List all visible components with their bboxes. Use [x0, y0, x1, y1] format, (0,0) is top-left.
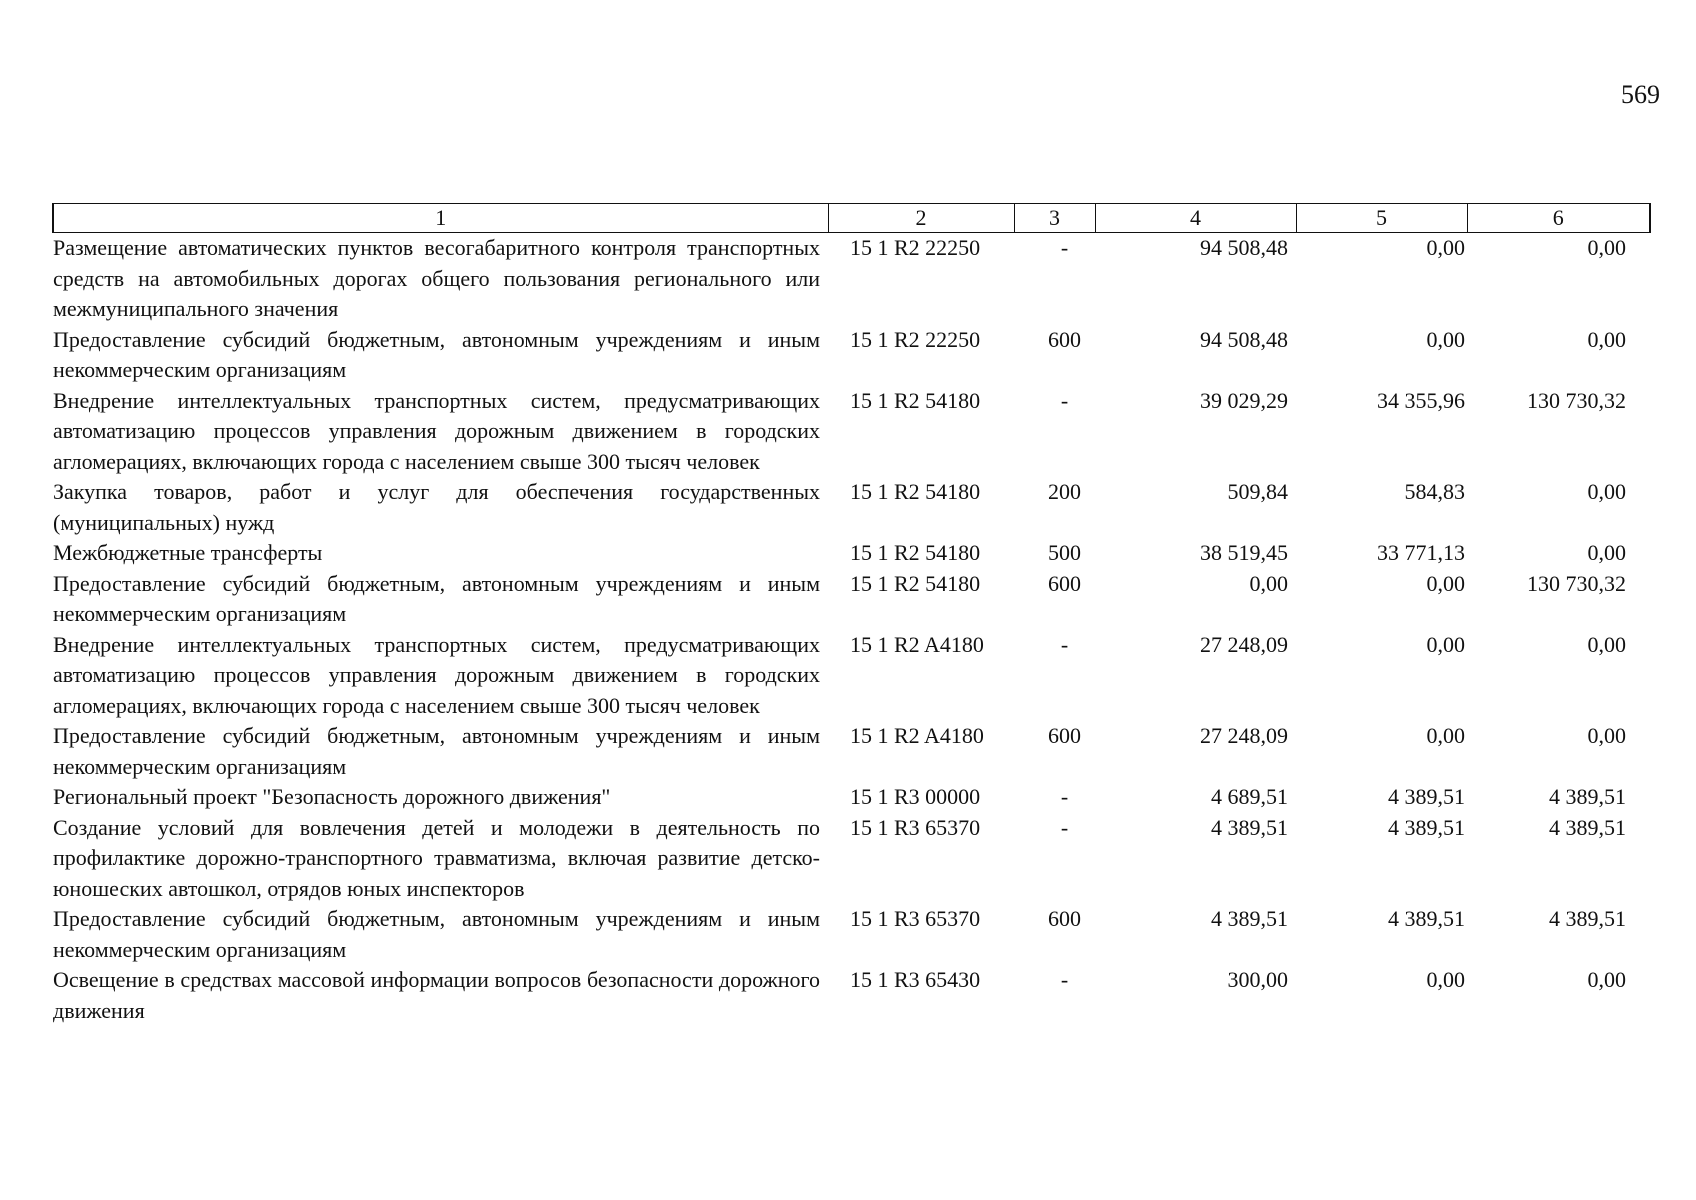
- row-expense-type: -: [1060, 967, 1069, 992]
- row-expense-type: -: [1060, 814, 1069, 840]
- table-row: [53, 233, 1650, 325]
- table-row: [53, 386, 1650, 478]
- row-value-col-4: 4 689,51: [1211, 784, 1288, 809]
- header-col-6: 6: [1467, 204, 1650, 233]
- row-code: 15 1 R2 54180: [850, 540, 981, 565]
- row-code: 15 1 R2 54180: [850, 387, 981, 413]
- row-value-col-5: 584,83: [1404, 479, 1465, 504]
- row-expense-type: -: [1060, 235, 1069, 260]
- table-header: [53, 204, 1650, 233]
- row-value-col-6: 130 730,32: [1527, 570, 1626, 596]
- row-value-col-4: 94 508,48: [1200, 235, 1288, 260]
- row-code: 15 1 R3 65430: [850, 967, 981, 992]
- row-value-col-4: 300,00: [1227, 967, 1288, 992]
- row-code: 15 1 R2 22250: [850, 326, 981, 352]
- row-expense-type: 600: [1048, 723, 1081, 748]
- header-col-1: 1: [53, 204, 828, 233]
- row-value-col-6: 0,00: [1587, 723, 1626, 748]
- row-expense-type: 500: [1048, 540, 1081, 565]
- row-code: 15 1 R2 22250: [850, 235, 981, 260]
- row-value-col-5: 4 389,51: [1388, 784, 1465, 809]
- row-value-col-6: 4 389,51: [1549, 784, 1626, 809]
- row-code: 15 1 R3 65370: [850, 814, 981, 840]
- row-code: 15 1 R2 A4180: [850, 631, 984, 657]
- header-row: [53, 204, 1650, 233]
- row-value-col-6: 4 389,51: [1549, 906, 1626, 931]
- row-value-col-6: 0,00: [1587, 967, 1626, 992]
- row-expense-type: -: [1060, 387, 1069, 413]
- header-col-2: 2: [828, 204, 1014, 233]
- row-value-col-5: 4 389,51: [1388, 814, 1465, 840]
- row-name: Межбюджетные трансферты: [53, 540, 323, 565]
- row-code: 15 1 R2 54180: [850, 479, 981, 504]
- row-name: Освещение в средствах массовой информации вопросов безопасности дорожного движения: [53, 967, 820, 1023]
- row-name: Закупка товаров, работ и услуг для обеспечения государственных (муниципальных) нужд: [53, 479, 820, 535]
- table-row: [53, 904, 1650, 965]
- table-row: [53, 813, 1650, 905]
- page-number: 569: [1621, 80, 1660, 109]
- row-value-col-4: 4 389,51: [1211, 814, 1288, 840]
- table-body: [53, 233, 1650, 1027]
- row-value-col-4: 509,84: [1227, 479, 1288, 504]
- row-name: Внедрение интеллектуальных транспортных систем, предусматривающих автоматизацию процессов управления дорожным движением в городских агломерациях, включающих города с населением свыше 300 тысяч человек: [53, 631, 820, 718]
- row-name: Внедрение интеллектуальных транспортных систем, предусматривающих автоматизацию процессов управления дорожным движением в городских агломерациях, включающих города с населением свыше 300 тысяч человек: [53, 387, 820, 474]
- row-value-col-6: 0,00: [1587, 540, 1626, 565]
- row-code: 15 1 R3 00000: [850, 784, 981, 809]
- row-code: 15 1 R3 65370: [850, 906, 981, 931]
- row-value-col-4: 27 248,09: [1200, 723, 1288, 748]
- row-code: 15 1 R2 A4180: [850, 723, 984, 748]
- table-row: [53, 538, 1650, 569]
- row-name: Предоставление субсидий бюджетным, автономным учреждениям и иным некоммерческим организациям: [53, 906, 820, 962]
- row-value-col-6: 0,00: [1587, 479, 1626, 504]
- table-row: [53, 325, 1650, 386]
- row-value-col-4: 39 029,29: [1200, 387, 1288, 413]
- table-row: [53, 782, 1650, 813]
- row-value-col-5: 4 389,51: [1388, 906, 1465, 931]
- row-code: 15 1 R2 54180: [850, 570, 981, 596]
- table-row: [53, 965, 1650, 1026]
- header-col-5: 5: [1296, 204, 1467, 233]
- row-value-col-5: 0,00: [1426, 631, 1465, 657]
- table-row: [53, 569, 1650, 630]
- row-value-col-6: 4 389,51: [1549, 814, 1626, 840]
- table-row: [53, 630, 1650, 722]
- row-value-col-6: 130 730,32: [1527, 387, 1626, 413]
- row-expense-type: 600: [1048, 326, 1081, 352]
- row-value-col-5: 33 771,13: [1377, 540, 1465, 565]
- row-expense-type: 600: [1048, 570, 1081, 596]
- row-value-col-4: 4 389,51: [1211, 906, 1288, 931]
- row-value-col-5: 0,00: [1426, 723, 1465, 748]
- budget-table: [52, 203, 1651, 1026]
- row-name: Размещение автоматических пунктов весогабаритного контроля транспортных средств на автомобильных дорогах общего пользования регионального или межмуниципального значения: [53, 235, 820, 321]
- row-expense-type: -: [1060, 784, 1069, 809]
- row-value-col-5: 0,00: [1426, 326, 1465, 352]
- table-row: [53, 721, 1650, 782]
- row-value-col-4: 94 508,48: [1200, 326, 1288, 352]
- row-name: Предоставление субсидий бюджетным, автономным учреждениям и иным некоммерческим организациям: [53, 326, 820, 382]
- header-col-4: 4: [1095, 204, 1296, 233]
- row-name: Региональный проект "Безопасность дорожного движения": [53, 784, 611, 809]
- table-row: [53, 477, 1650, 538]
- row-value-col-4: 27 248,09: [1200, 631, 1288, 657]
- row-value-col-5: 0,00: [1426, 570, 1465, 596]
- row-name: Предоставление субсидий бюджетным, автономным учреждениям и иным некоммерческим организациям: [53, 723, 820, 779]
- row-name: Создание условий для вовлечения детей и молодежи в деятельность по профилактике дорожно-транспортного травматизма, включая развитие детско-юношеских автошкол, отрядов юных инспекторов: [53, 814, 820, 901]
- row-expense-type: -: [1060, 631, 1069, 657]
- row-value-col-4: 38 519,45: [1200, 540, 1288, 565]
- row-value-col-5: 0,00: [1426, 967, 1465, 992]
- header-col-3: 3: [1014, 204, 1095, 233]
- row-expense-type: 200: [1048, 479, 1081, 504]
- row-value-col-6: 0,00: [1587, 235, 1626, 260]
- row-expense-type: 600: [1048, 906, 1081, 931]
- row-value-col-5: 0,00: [1426, 235, 1465, 260]
- row-value-col-4: 0,00: [1249, 570, 1288, 596]
- row-value-col-6: 0,00: [1587, 631, 1626, 657]
- row-value-col-5: 34 355,96: [1377, 387, 1465, 413]
- row-name: Предоставление субсидий бюджетным, автономным учреждениям и иным некоммерческим организациям: [53, 570, 820, 626]
- row-value-col-6: 0,00: [1587, 326, 1626, 352]
